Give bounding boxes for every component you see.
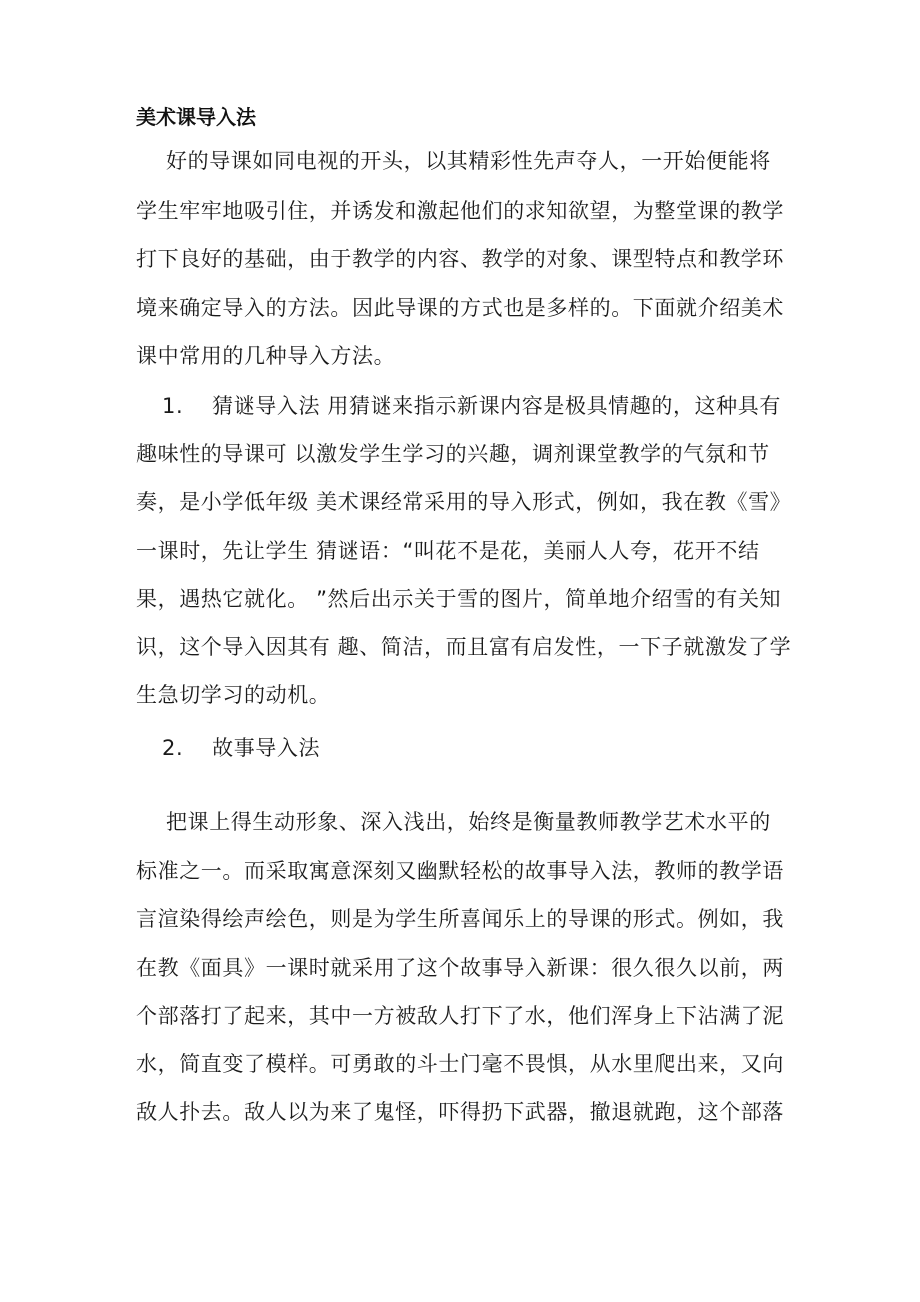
section-heading: 2. 故事导入法 [162,736,321,760]
text-line: 1. 猜谜导入法 用猜谜来指示新课内容是极具情趣的，这种具有 [162,394,781,418]
text-line: 把课上得生动形象、深入浅出，始终是衡量教师教学艺术水平的 [166,810,771,834]
text-line: 水，简直变了模样。可勇敢的斗士门毫不畏惧，从水里爬出来，又向 [136,1052,784,1076]
text-line: 生急切学习的动机。 [136,683,331,707]
text-line: 敌人扑去。敌人以为来了鬼怪，吓得扔下武器，撤退就跑，这个部落 [136,1100,784,1124]
text-line: 一课时，先让学生 猜谜语：“叫花不是花，美丽人人夸，花开不结 [136,539,760,563]
document-title: 美术课导入法 [136,105,256,129]
text-line: 奏，是小学低年级 美术课经常采用的导入形式，例如，我在教《雪》 [136,490,792,514]
text-line: 标准之一。而采取寓意深刻又幽默轻松的故事导入法，教师的教学语 [136,859,784,883]
text-line: 果，遇热它就化。 ”然后出示关于雪的图片，简单地介绍雪的有关知 [136,587,782,611]
text-line: 境来确定导入的方法。因此导课的方式也是多样的。下面就介绍美术 [136,296,784,320]
text-line: 识，这个导入因其有 趣、简洁，而且富有启发性，一下子就激发了学 [136,635,792,659]
text-line: 在教《面具》一课时就采用了这个故事导入新课：很久很久以前，两 [136,956,784,980]
text-line: 课中常用的几种导入方法。 [136,344,396,368]
text-line: 趣味性的导课可 以激发学生学习的兴趣，调剂课堂教学的气氛和节 [136,442,770,466]
text-line: 言渲染得绘声绘色，则是为学生所喜闻乐上的导课的形式。例如，我 [136,907,784,931]
text-line: 个部落打了起来，其中一方被敌人打下了水，他们浑身上下沾满了泥 [136,1004,784,1028]
text-line: 打下良好的基础，由于教学的内容、教学的对象、课型特点和教学环 [136,247,784,271]
text-line: 学生牢牢地吸引住，并诱发和激起他们的求知欲望，为整堂课的教学 [136,199,784,223]
text-line: 好的导课如同电视的开头，以其精彩性先声夺人，一开始便能将 [166,149,771,173]
